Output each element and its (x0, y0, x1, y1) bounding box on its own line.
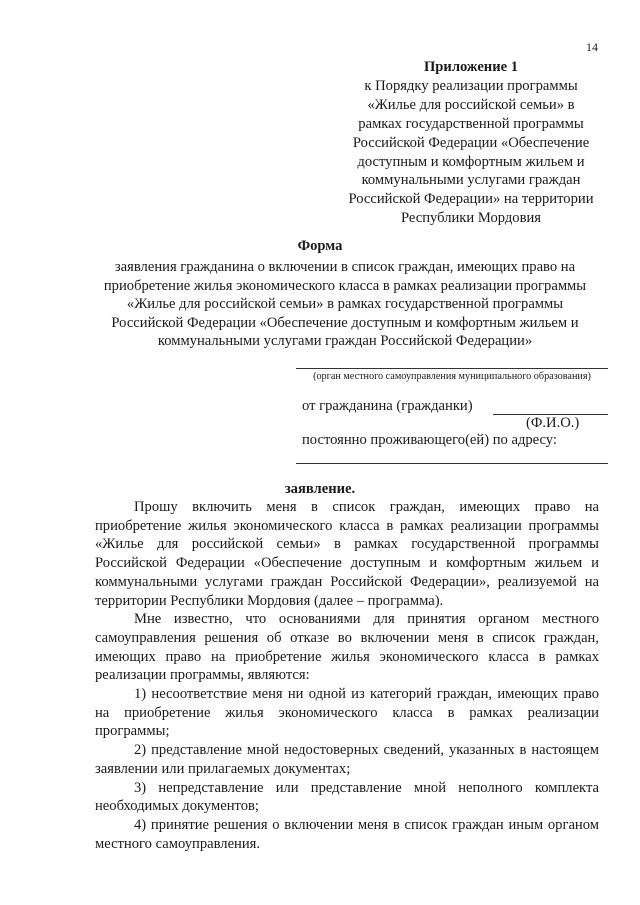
statement-paragraph: 1) несоответствие меня ни одной из категорий граждан, имеющих право на приобретение жилья экономического класса в рамках реализации программы; (95, 686, 599, 740)
statement-paragraph: 2) представление мной недостоверных сведений, указанных в настоящем заявлении или прилагаемых документах; (95, 742, 599, 777)
statement-paragraph: 3) непредставление или представление мной неполного комплекта необходимых документов; (95, 779, 599, 815)
appendix-header (330, 58, 612, 228)
statement-paragraph: Прошу включить меня в список граждан, имеющих право на приобретение жилья экономического класса в рамках реализации программы «Жилье для российской семьи» в рамках государственной программы Российской Федерации «Обеспечение доступным и комфортным жильем и коммунальными услугами граждан Российской Федерации», реализуемой на территории Республики Мордовия (далее – программа). (95, 499, 599, 609)
form-subtitle-line: Российской Федерации «Обеспечение доступным и комфортным жильем и (111, 314, 579, 331)
fio-label: (Ф.И.О.) (526, 415, 580, 431)
statement-paragraph: Мне известно, что основаниями для принятия органом местного самоуправления решения об отказе во включении меня в список граждан, имеющих право на приобретение жилья экономического класса в рамках реализации программы, являются: (95, 611, 599, 684)
appendix-line: Российской Федерации» на территории (348, 191, 594, 208)
form-subtitle (60, 258, 630, 351)
appendix-line: коммунальными услугами граждан (361, 172, 581, 189)
statement-paragraph: 4) принятие решения о включении меня в список граждан иным органом местного самоуправления. (95, 816, 599, 852)
fio-line (493, 400, 608, 415)
statement-body (95, 498, 599, 853)
appendix-line: рамках государственной программы (358, 115, 584, 132)
address-line (296, 463, 608, 464)
form-subtitle-line: приобретение жилья экономического класса в рамках реализации программы (103, 277, 587, 294)
addressee-block (296, 368, 608, 382)
org-label: (орган местного самоуправления муниципального образования) (313, 371, 591, 382)
form-subtitle-line: «Жилье для российской семьи» в рамках государственной программы (126, 296, 564, 313)
org-name-line (296, 368, 608, 369)
appendix-line: доступным и комфортным жильем и (357, 153, 585, 170)
appendix-line: «Жилье для российской семьи» в (367, 96, 575, 113)
statement-title: заявление. (284, 481, 356, 497)
from-label: от гражданина (гражданки) (302, 398, 473, 414)
form-title: Форма (297, 238, 343, 254)
page-number: 14 (586, 40, 598, 54)
form-subtitle-line: заявления гражданина о включении в список граждан, имеющих право на (114, 259, 576, 275)
appendix-title: Приложение 1 (423, 59, 519, 75)
form-subtitle-line: коммунальными услугами граждан Российской Федерации» (157, 333, 533, 350)
appendix-line: Республики Мордовия (400, 210, 541, 227)
appendix-line: к Порядку реализации программы (364, 77, 578, 94)
residence-label: постоянно проживающего(ей) по адресу: (302, 432, 557, 448)
appendix-line: Российской Федерации «Обеспечение (352, 134, 590, 151)
from-row (302, 398, 608, 415)
